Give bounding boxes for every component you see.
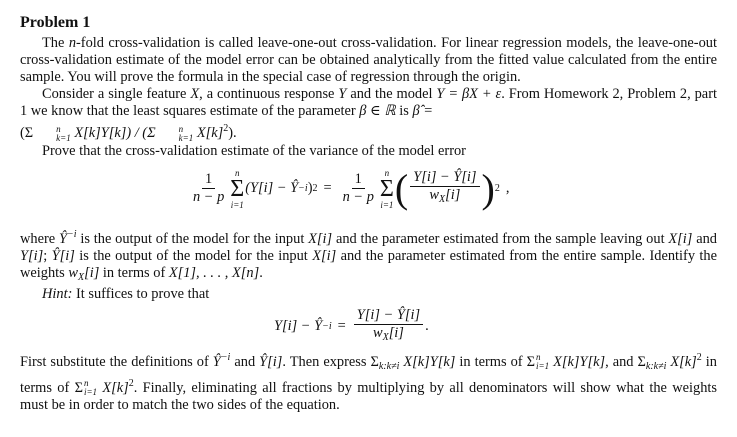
math-sum: Σ bbox=[370, 353, 379, 370]
math-xi: X[i] bbox=[668, 230, 693, 247]
sum-limits bbox=[34, 125, 71, 143]
text: where bbox=[20, 230, 59, 247]
math-xi: X[i] bbox=[308, 230, 333, 247]
sum-lower: i=1 bbox=[230, 199, 244, 210]
math-yhat: Ŷ bbox=[212, 353, 221, 370]
math-beta-hat: β̂ = bbox=[412, 103, 433, 119]
weight-index: [i] bbox=[388, 324, 404, 341]
equals-sign: = bbox=[337, 317, 346, 334]
math-w: w bbox=[68, 264, 78, 281]
numerator: Y[i] − Ŷ[i] bbox=[354, 307, 423, 325]
weight-subscript: X bbox=[382, 331, 389, 343]
fraction-residual bbox=[410, 169, 479, 208]
math-beta-in-r: β ∈ ℝ bbox=[359, 103, 396, 119]
math-term: X[k]Y[k]) / (Σ bbox=[70, 125, 156, 141]
math-yhat: Ŷ bbox=[58, 230, 67, 247]
text: . Then express bbox=[282, 353, 371, 370]
sigma: Σ bbox=[230, 175, 245, 202]
fraction-rhs-scale bbox=[340, 171, 377, 206]
text: , and bbox=[605, 353, 638, 370]
numerator: Y[i] − Ŷ[i] bbox=[410, 169, 479, 187]
text: . Finally, eliminating all fractions by multiplying by all denominators will show what the weights must be in order to match the two sides of the equation. bbox=[20, 379, 717, 414]
math-term: X[k]Y[k] bbox=[549, 353, 606, 370]
text: Consider a single feature bbox=[42, 86, 191, 102]
text: The bbox=[42, 35, 69, 51]
sum-upper: n bbox=[384, 167, 390, 178]
display-equation-hint bbox=[20, 305, 717, 345]
numerator: 1 bbox=[352, 171, 365, 189]
math-y: Y bbox=[338, 86, 347, 102]
paren: ) bbox=[307, 180, 313, 197]
text: . bbox=[259, 264, 263, 281]
problem-title: Problem 1 bbox=[20, 14, 91, 31]
math-sum: Σ bbox=[637, 353, 646, 370]
superscript: −i bbox=[67, 228, 77, 240]
math-sum: (Σ bbox=[20, 125, 34, 141]
sum-upper: n bbox=[536, 352, 541, 363]
text: ). bbox=[228, 125, 237, 141]
denominator bbox=[426, 187, 463, 208]
math-xi: X[i] bbox=[312, 247, 337, 264]
denominator: n − p bbox=[193, 189, 225, 206]
subscript: X bbox=[77, 271, 85, 283]
equals-sign: = bbox=[323, 180, 332, 197]
sum-rhs bbox=[380, 168, 394, 210]
text: and the model bbox=[346, 86, 437, 102]
text: in terms of bbox=[99, 264, 169, 281]
math-term: X[k] bbox=[193, 125, 224, 141]
weight-w: w bbox=[372, 324, 383, 341]
superscript: −i bbox=[220, 351, 231, 363]
sum-upper: n bbox=[235, 167, 240, 178]
paragraph-hint bbox=[20, 286, 717, 303]
sum-limits bbox=[157, 125, 194, 143]
weight-subscript: X bbox=[439, 194, 446, 206]
sum-lower: i=1 bbox=[536, 361, 550, 372]
fraction-hint bbox=[354, 307, 423, 346]
sum-upper: n bbox=[178, 123, 184, 134]
left-paren: ( bbox=[394, 165, 409, 211]
text: is the output of the model for the input bbox=[76, 230, 309, 247]
weight-index: [i] bbox=[445, 187, 461, 204]
math-n: n bbox=[68, 35, 77, 51]
paragraph-intro bbox=[20, 35, 717, 86]
sum-lower: k:k≠i bbox=[645, 360, 667, 372]
period: . bbox=[425, 317, 429, 334]
sum-lower: k=1 bbox=[178, 132, 194, 143]
text: is bbox=[395, 103, 413, 119]
text: and the parameter estimated from the sample leaving out bbox=[332, 230, 669, 247]
sum-lower: k=1 bbox=[56, 132, 71, 143]
text: -fold cross-validation is called leave-one-out cross-validation. For linear regression models, the leave-one-out cross-validation estimate of the model error can be obtained analytically from the fitted value calculated from the entire sample. You will prove the formula in the special case of regression through the origin. bbox=[20, 35, 717, 85]
math-model: Y = βX + ε bbox=[436, 86, 502, 102]
text: . From Homework 2, Problem 2, part 1 we know that the least squares estimate of the parameter bbox=[20, 86, 717, 119]
sum-lower: i=1 bbox=[83, 387, 98, 398]
text: in terms of bbox=[455, 353, 527, 370]
sum-upper: n bbox=[56, 123, 61, 134]
math-yhat-i: Ŷ[i] bbox=[259, 353, 283, 370]
math-yhat-i: Ŷ[i] bbox=[51, 247, 75, 264]
math-term: X[k]Y[k] bbox=[399, 353, 456, 370]
math-term: X[k] bbox=[666, 353, 697, 370]
text: ; bbox=[43, 247, 52, 264]
hint-text: It suffices to prove that bbox=[72, 285, 210, 302]
paragraph-where bbox=[20, 226, 717, 286]
text: First substitute the definitions of bbox=[20, 353, 213, 370]
denominator: n − p bbox=[342, 189, 374, 206]
exponent: 2 bbox=[696, 351, 702, 363]
equation-row bbox=[274, 307, 429, 346]
sum-limits bbox=[84, 379, 97, 397]
math-sum: Σ bbox=[74, 379, 83, 396]
hint-label: Hint: bbox=[42, 285, 73, 302]
math-yi: Y[i] bbox=[20, 247, 44, 264]
superscript: −i bbox=[322, 320, 332, 332]
fraction-lhs bbox=[190, 171, 227, 206]
right-paren: ) bbox=[481, 165, 495, 211]
text: , a continuous response bbox=[199, 86, 339, 102]
text: in terms of bbox=[20, 353, 717, 396]
sum-limits bbox=[536, 353, 549, 371]
math-xs: X[1], . . . , X[n] bbox=[168, 264, 260, 281]
math-term: X[k] bbox=[97, 379, 129, 396]
text: is the output of the model for the input bbox=[74, 247, 313, 264]
paragraph-model bbox=[20, 86, 717, 143]
lhs: Y[i] − Ŷ bbox=[274, 317, 323, 334]
sigma: Σ bbox=[379, 175, 394, 202]
exponent: 2 bbox=[223, 123, 229, 134]
sum-lhs bbox=[230, 168, 244, 210]
comma: , bbox=[505, 180, 510, 197]
weight-w: w bbox=[429, 187, 440, 204]
exponent: 2 bbox=[494, 183, 500, 195]
math-index: [i] bbox=[84, 264, 100, 281]
math-sum: Σ bbox=[526, 353, 535, 370]
sum-lower: k:k≠i bbox=[378, 360, 400, 372]
lhs-body: (Y[i] − Ŷ bbox=[245, 180, 299, 197]
paragraph-instructions bbox=[20, 349, 717, 415]
sum-upper: n bbox=[83, 378, 89, 389]
exponent: 2 bbox=[128, 377, 134, 389]
superscript: −i bbox=[298, 183, 308, 195]
text: and bbox=[692, 230, 717, 247]
equation-row bbox=[188, 165, 510, 211]
math-x: X bbox=[190, 86, 200, 102]
paragraph-prove: Prove that the cross-validation estimate of the variance of the model error bbox=[42, 142, 466, 159]
text: and bbox=[230, 353, 260, 370]
exponent: 2 bbox=[312, 183, 318, 195]
denominator bbox=[370, 325, 407, 346]
sum-lower: i=1 bbox=[380, 199, 394, 210]
numerator: 1 bbox=[202, 171, 215, 189]
text: and the parameter estimated from the entire sample. Identify the weights bbox=[20, 247, 717, 281]
display-equation-cv bbox=[20, 164, 717, 222]
